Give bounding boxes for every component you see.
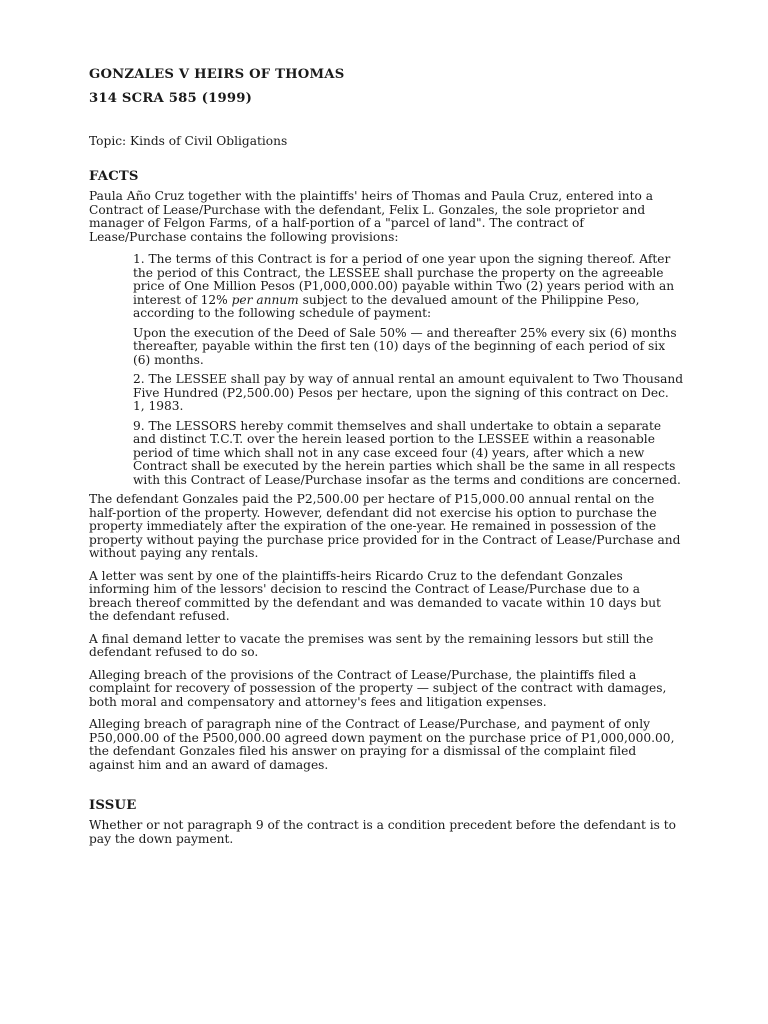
provision-9: 9. The LESSORS hereby commit themselves and shall undertake to obtain a separate and distinct T.C.T. over the herein leased portion to the LESSEE within a reasonable period of time which shall not in any case exceed four (4) years, after which a new Contract shall be executed by the herein parties which shall be the same in all respects with this Contract of Lease/Purchase insofar as the terms and conditions are concerned. [133, 418, 681, 487]
case-citation: 314 SCRA 585 (1999) [89, 91, 253, 106]
payment-schedule: Upon the execution of the Deed of Sale 50% — and thereafter 25% every six (6) months thereafter, payable within the first ten (10) days of the beginning of each period of six (6) months. [133, 325, 677, 367]
provision-1-text-a: 1. The terms of this Contract is for a period of one year upon the signing thereof. After the period of this Contract, the LESSEE shall purchase the property on the agreeable price of One Million Pesos (P1,000,000.00) payable within Two (2) years period with an interest of 12% [133, 252, 675, 307]
provision-1 [133, 253, 684, 321]
facts-rental-paragraph: The defendant Gonzales paid the P2,500.00 per hectare of P15,000.00 annual rental on the half-portion of the property. However, defendant did not exercise his option to purchase the property immediately after the expiration of the one-year. He remained in possession of the property without paying the purchase price provided for in the Contract of Lease/Purchase and without paying any rentals. [89, 492, 681, 560]
case-title: GONZALES V HEIRS OF THOMAS [89, 67, 345, 82]
issue-text: Whether or not paragraph 9 of the contract is a condition precedent before the defendant is to pay the down payment. [89, 818, 676, 846]
facts-answer-paragraph: Alleging breach of paragraph nine of the Contract of Lease/Purchase, and payment of only P50,000.00 of the P500,000.00 agreed down payment on the purchase price of P1,000,000.00, the defendant Gonzales filed his answer on praying for a dismissal of the complaint filed against him and an award of damages. [89, 717, 675, 772]
provision-1-per-annum: per annum [231, 292, 299, 307]
provision-2: 2. The LESSEE shall pay by way of annual rental an amount equivalent to Two Thousand Five Hundred (P2,500.00) Pesos per hectare, upon the signing of this contract on Dec. 1, 1983. [133, 372, 684, 413]
facts-final-demand-paragraph: A final demand letter to vacate the premises was sent by the remaining lessors but still the defendant refused to do so. [89, 631, 654, 659]
facts-heading: FACTS [89, 169, 139, 184]
facts-intro-paragraph: Paula Año Cruz together with the plaintiffs' heirs of Thomas and Paula Cruz, entered into a Contract of Lease/Purchase with the defendant, Felix L. Gonzales, the sole proprietor and manager of Felgon Farms, of a half-portion of a "parcel of land". The contract of Lease/Purchase contains the following provisions: [89, 189, 653, 244]
provision-1-text-b: subject to the devalued amount of the Philippine Peso, according to the following schedule of payment: [133, 292, 640, 320]
facts-complaint-paragraph: Alleging breach of the provisions of the Contract of Lease/Purchase, the plaintiffs filed a complaint for recovery of possession of the property — subject of the contract with damages, both moral and compensatory and attorney's fees and litigation expenses. [89, 667, 667, 709]
case-topic: Topic: Kinds of Civil Obligations [89, 134, 288, 148]
issue-heading: ISSUE [89, 798, 137, 813]
contract-provisions-quote [133, 253, 684, 487]
facts-letter-paragraph: A letter was sent by one of the plaintiffs-heirs Ricardo Cruz to the defendant Gonzales informing him of the lessors' decision to rescind the Contract of Lease/Purchase due to a breach thereof committed by the defendant and was demanded to vacate within 10 days but the defendant refused. [89, 568, 661, 623]
